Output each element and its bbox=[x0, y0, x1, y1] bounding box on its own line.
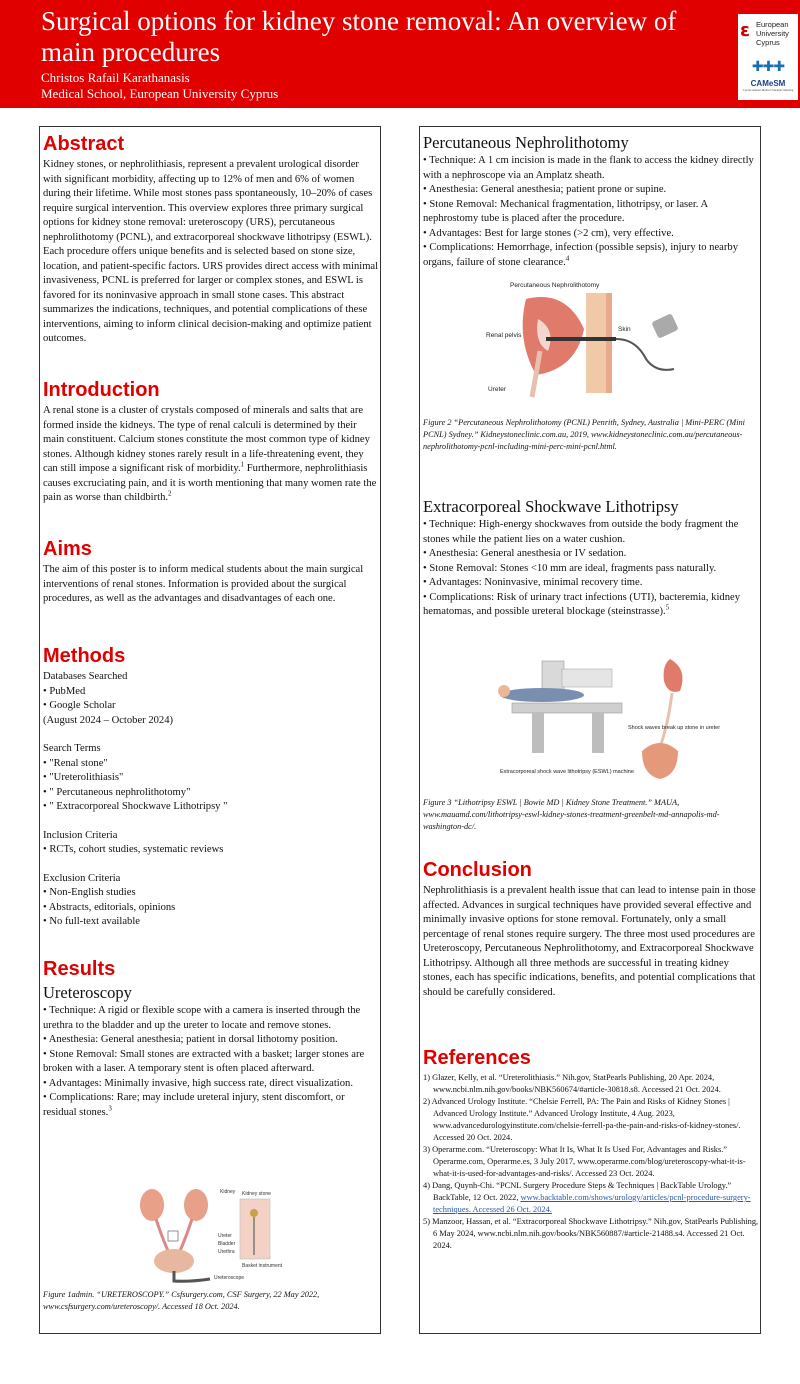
pcnl-item: • Technique: A 1 cm incision is made in the flank to access the kidney directly with a nephroscope via an Amplatz sheath. bbox=[423, 154, 759, 183]
databases-label: Databases Searched bbox=[43, 671, 128, 682]
eswl-item bbox=[423, 591, 759, 620]
introduction-heading: Introduction bbox=[43, 379, 160, 401]
aims-section bbox=[43, 538, 379, 607]
fig1-label-basket: Basket instrument bbox=[242, 1263, 283, 1269]
bladder-shape bbox=[154, 1249, 194, 1273]
reference-item bbox=[423, 1180, 759, 1216]
eswl-item: • Stone Removal: Stones <10 mm are ideal, fragments pass naturally. bbox=[423, 562, 759, 577]
eswl-item-text: Complications: Risk of urinary tract infections (UTI), bacteremia, kidney hematomas, and possible ureteral blockage (steinstrasse). bbox=[423, 591, 741, 617]
ureteroscopy-title: Ureteroscopy bbox=[43, 983, 132, 1002]
kidney-shape bbox=[523, 297, 584, 375]
methods-heading: Methods bbox=[43, 645, 126, 667]
right-column bbox=[419, 126, 761, 1334]
fig1-label-scope: Ureteroscope bbox=[214, 1275, 245, 1281]
figure2-caption-block bbox=[423, 417, 759, 453]
fig2-label-pelvis: Renal pelvis bbox=[486, 332, 522, 339]
left-kidney-shape bbox=[140, 1189, 164, 1221]
conclusion-section bbox=[423, 859, 759, 1000]
logo-eu-text-1: European bbox=[756, 20, 789, 29]
eswl-ref: 5 bbox=[665, 603, 670, 612]
results-section bbox=[43, 958, 379, 1120]
aims-text: The aim of this poster is to inform medical students about the main surgical interventions of renal stones. Information is provided about the surgical procedures, as well as the advantages and disadvantages of each one. bbox=[43, 564, 364, 604]
figure1-caption: Figure 1admin. “URETEROSCOPY.” Csfsurgery.com, CSF Surgery, 22 May 2022, www.csfsurgery.com/ureteroscopy/. Accessed 18 Oct. 2024. bbox=[43, 1290, 320, 1311]
intro-text-a: A renal stone is a cluster of crystals composed of minerals and salts that are formed inside the kidneys. The type of renal calculi is determined by their main constituent. Calcium stones constitute the most common type of kidney stones. Although kidney stones rarely result in a life-threatening event, they can still impose a significant risk of morbidity. bbox=[43, 405, 370, 474]
eswl-item: • Advantages: Noninvasive, minimal recovery time. bbox=[423, 576, 759, 591]
search-term: • " Percutaneous nephrolithotomy" bbox=[43, 786, 379, 801]
intro-ref-a: 1 bbox=[240, 460, 245, 469]
left-column bbox=[39, 126, 381, 1334]
fig1-label-kidney: Kidney bbox=[220, 1189, 236, 1195]
poster-header bbox=[0, 0, 800, 108]
pcnl-item: • Advantages: Best for large stones (>2 cm), very effective. bbox=[423, 227, 759, 242]
exclusion-label: Exclusion Criteria bbox=[43, 872, 121, 884]
poster-title: Surgical options for kidney stone removal: An overview of main procedures bbox=[41, 6, 677, 67]
urs-item: • Technique: A rigid or flexible scope with a camera is inserted through the urethra to the bladder and up the ureter to locate and remove stones. bbox=[43, 1004, 379, 1033]
reference-4-text: 4) Dang, Quynh-Chi. “PCNL Surgery Procedure Steps & Techniques | BackTable Urology.” BackTable, 12 Oct. 2022, bbox=[423, 1181, 732, 1202]
urs-item: • Advantages: Minimally invasive, high success rate, direct visualization. bbox=[43, 1077, 379, 1092]
patient-shape bbox=[500, 688, 584, 702]
urs-item-text: Complications: Rare; may include ureteral injury, stent discomfort, or residual stones. bbox=[43, 1092, 345, 1118]
right-kidney-shape bbox=[184, 1189, 208, 1221]
pcnl-figure bbox=[486, 279, 690, 399]
reference-item: 3) Operarme.com. “Ureteroscopy: What It Is, What It Is Used For, Advantages and Risks.” Operarme.com, Operarme.es, 3 July 2017, www.operarme.com/blog/ureteroscopy-what-it-is-what-it-is-used-for-advantages-and-risks/. Accessed 23 Oct. 2024. bbox=[423, 1145, 746, 1178]
introduction-section bbox=[43, 379, 379, 506]
methods-section bbox=[43, 645, 379, 930]
abstract-section bbox=[43, 133, 379, 347]
fig3-label-machine: Extracorporeal shock wave lithotripsy (ESWL) machine bbox=[500, 769, 634, 775]
database-item: • Google Scholar bbox=[43, 699, 379, 714]
figure3-caption: Figure 3 “Lithotripsy ESWL | Bowie MD | Kidney Stone Treatment.” MAUA, www.mauamd.com/lithotripsy-eswl-kidney-stones-treatment-greenbelt-md-annapolis-md-washington-dc/. bbox=[423, 798, 720, 831]
search-terms-label: Search Terms bbox=[43, 743, 101, 754]
inclusion-label: Inclusion Criteria bbox=[43, 829, 118, 841]
conclusion-heading: Conclusion bbox=[423, 859, 532, 881]
body-wall-shape bbox=[586, 293, 608, 393]
figure3-caption-block bbox=[423, 797, 759, 833]
search-dates: (August 2024 – October 2024) bbox=[43, 714, 174, 726]
author-affiliation: Medical School, European University Cyprus bbox=[41, 86, 279, 101]
crosses-icon: ✚✚✚ bbox=[751, 59, 785, 75]
inclusion-item: • RCTs, cohort studies, systematic reviews bbox=[43, 843, 379, 858]
eswl-title: Extracorporeal Shockwave Lithotripsy bbox=[423, 497, 679, 516]
intro-ref-b: 2 bbox=[168, 489, 172, 498]
author-block bbox=[41, 70, 278, 102]
database-item: • PubMed bbox=[43, 685, 379, 700]
eswl-item: • Anesthesia: General anesthesia or IV sedation. bbox=[423, 547, 759, 562]
references-section bbox=[423, 1047, 759, 1252]
search-term: • "Ureterolithiasis" bbox=[43, 771, 379, 786]
urs-ref: 3 bbox=[108, 1103, 112, 1112]
logo-cam-name: CAMeSM bbox=[750, 79, 786, 88]
eswl-item: • Technique: High-energy shockwaves from outside the body fragment the stones while the patient lies on a water cushion. bbox=[423, 518, 759, 547]
fig1-label-ureter: Ureter bbox=[218, 1233, 232, 1239]
urs-item: • Anesthesia: General anesthesia; patient in dorsal lithotomy position. bbox=[43, 1033, 379, 1048]
eu-mark-icon: ɛ bbox=[740, 20, 751, 41]
figure2-caption: Figure 2 “Percutaneous Nephrolithotomy (PCNL) Penrith, Sydney, Australia | Mini-PERC (Mini PCNL) Sydney.” Kidneystoneclinic.com.au, 2019, www.kidneystoneclinic.com.au/percutaneous-nephrolithotomy-pcnl-including-mini-perc-mini-pcnl.html. bbox=[423, 418, 745, 451]
exclusion-item: • Abstracts, editorials, opinions bbox=[43, 901, 379, 916]
inset-shape bbox=[240, 1199, 270, 1259]
exclusion-item: • No full-text available bbox=[43, 915, 379, 930]
eswl-figure bbox=[492, 655, 721, 785]
abstract-text: Kidney stones, or nephrolithiasis, represent a prevalent urological disorder with significant morbidity, affecting up to 12% of men and 6% of women during their lifetime. While most stones pass spontaneously, 10–20% of cases require surgical intervention. This overview explores three primary surgical options for kidney stone removal: ureteroscopy (URS), percutaneous nephrolithotomy (PCNL), and extracorporeal shockwave lithotripsy (ESWL). Each procedure offers unique benefits and is selected based on stone size, location, and patient-specific factors. URS provides direct access with minimal invasiveness, PCNL is preferred for larger or complex stones, and ESWL is favored for its noninvasive approach in small stone cases. This abstract summarizes the indications, techniques, and potential complications of these interventions, aiming to inform clinical decision-making and optimize patient outcomes. bbox=[43, 159, 379, 344]
pcnl-item: • Stone Removal: Mechanical fragmentation, lithotripsy, or laser. A nephrostomy tube is placed after the procedure. bbox=[423, 198, 759, 227]
intro-text-b: Furthermore, nephrolithiasis causes excruciating pain, and it is worth mentioning that many women rate the pain as worse than childbirth. bbox=[43, 463, 377, 503]
figure1-caption-block bbox=[43, 1289, 379, 1313]
reference-item: 2) Advanced Urology Institute. “Chelsie Ferrell, PA: The Pain and Risks of Kidney Stones | Advanced Urology Institute.” Advanced Urology Institute, 4 Aug. 2023, www.advancedurologyinstitute.com/chelsie-ferrell-pa-the-pain-and-risks-of-kidney-stones/. Accessed 20 Oct. 2024. bbox=[423, 1097, 741, 1142]
logo-panel bbox=[738, 14, 798, 100]
ureteroscopy-figure bbox=[130, 1183, 283, 1283]
fig1-label-urethra: Urethra bbox=[218, 1249, 235, 1255]
aims-heading: Aims bbox=[43, 538, 92, 560]
pcnl-title: Percutaneous Nephrolithotomy bbox=[423, 133, 629, 152]
reference-item: 1) Glazer, Kelly, et al. “Ureterolithiasis.” Nih.gov, StatPearls Publishing, 20 Apr. 2024, www.ncbi.nlm.nih.gov/books/NBK560674/#article-30818.s8. Accessed 21 Oct. 2024. bbox=[423, 1073, 721, 1094]
pcnl-item-text: Complications: Hemorrhage, infection (possible sepsis), injury to nearby organs, failure of stone clearance. bbox=[423, 242, 738, 268]
exclusion-item: • Non-English studies bbox=[43, 886, 379, 901]
logo-cam-sub: Cyprus Annual Medical Students Meeting bbox=[742, 88, 794, 92]
fig3-label-waves: Shock waves break up stone in ureter bbox=[628, 725, 721, 731]
eswl-kidney-shape bbox=[664, 659, 683, 692]
reference-4-link[interactable]: www.backtable.com/shows/urology/articles/pcnl-procedure-surgery-techniques. Accessed 26 Oct. 2024. bbox=[433, 1193, 751, 1214]
abstract-heading: Abstract bbox=[43, 133, 125, 155]
camesm-logo bbox=[742, 60, 794, 98]
urs-item bbox=[43, 1091, 379, 1120]
pcnl-section bbox=[423, 133, 759, 270]
fig2-label-title: Percutaneous Nephrolithotomy bbox=[510, 282, 600, 289]
search-term: • "Renal stone" bbox=[43, 757, 379, 772]
fig2-label-skin: Skin bbox=[618, 326, 631, 333]
pcnl-item bbox=[423, 241, 759, 270]
pcnl-item: • Anesthesia: General anesthesia; patient prone or supine. bbox=[423, 183, 759, 198]
search-term: • " Extracorporeal Shockwave Lithotripsy " bbox=[43, 800, 379, 815]
results-heading: Results bbox=[43, 958, 116, 980]
eswl-bladder-shape bbox=[642, 743, 678, 779]
pcnl-ref: 4 bbox=[565, 253, 570, 262]
logo-eu-text-2: University Cyprus bbox=[756, 29, 789, 47]
urs-item: • Stone Removal: Small stones are extracted with a basket; larger stones are broken with a laser. A temporary stent is often placed afterward. bbox=[43, 1048, 379, 1077]
references-heading: References bbox=[423, 1047, 531, 1069]
fig2-label-ureter: Ureter bbox=[488, 386, 507, 393]
introduction-text bbox=[43, 404, 379, 506]
eswl-section bbox=[423, 497, 759, 620]
fig1-label-bladder: Bladder bbox=[218, 1241, 236, 1247]
european-university-logo bbox=[740, 18, 798, 48]
eswl-table-shape bbox=[512, 703, 622, 713]
author-name: Christos Rafail Karathanasis bbox=[41, 70, 190, 85]
conclusion-text: Nephrolithiasis is a prevalent health issue that can lead to intense pain in those affected. Advances in surgical techniques have provided several effective and minimally invasive options for stone removal. Fortunately, only a small percentage of renal stones require surgery. The three most used procedures are Ureteroscopy, Percutaneous Nephrolithotomy, and Extracorporeal Shockwave Lithotripsy. Although all three methods are successful in treating kidney stones, each has specific indications, benefits, and potential complications that should be carefully considered. bbox=[423, 885, 756, 998]
fig1-label-kidney-stone: Kidney stone bbox=[242, 1191, 271, 1197]
reference-item: 5) Manzoor, Hassan, et al. “Extracorporeal Shockwave Lithotripsy.” Nih.gov, StatPearls Publishing, 6 May 2024, www.ncbi.nlm.nih.gov/books/NBK560887/#article-21488.s4. Accessed 21 Oct. 2024. bbox=[423, 1217, 759, 1250]
